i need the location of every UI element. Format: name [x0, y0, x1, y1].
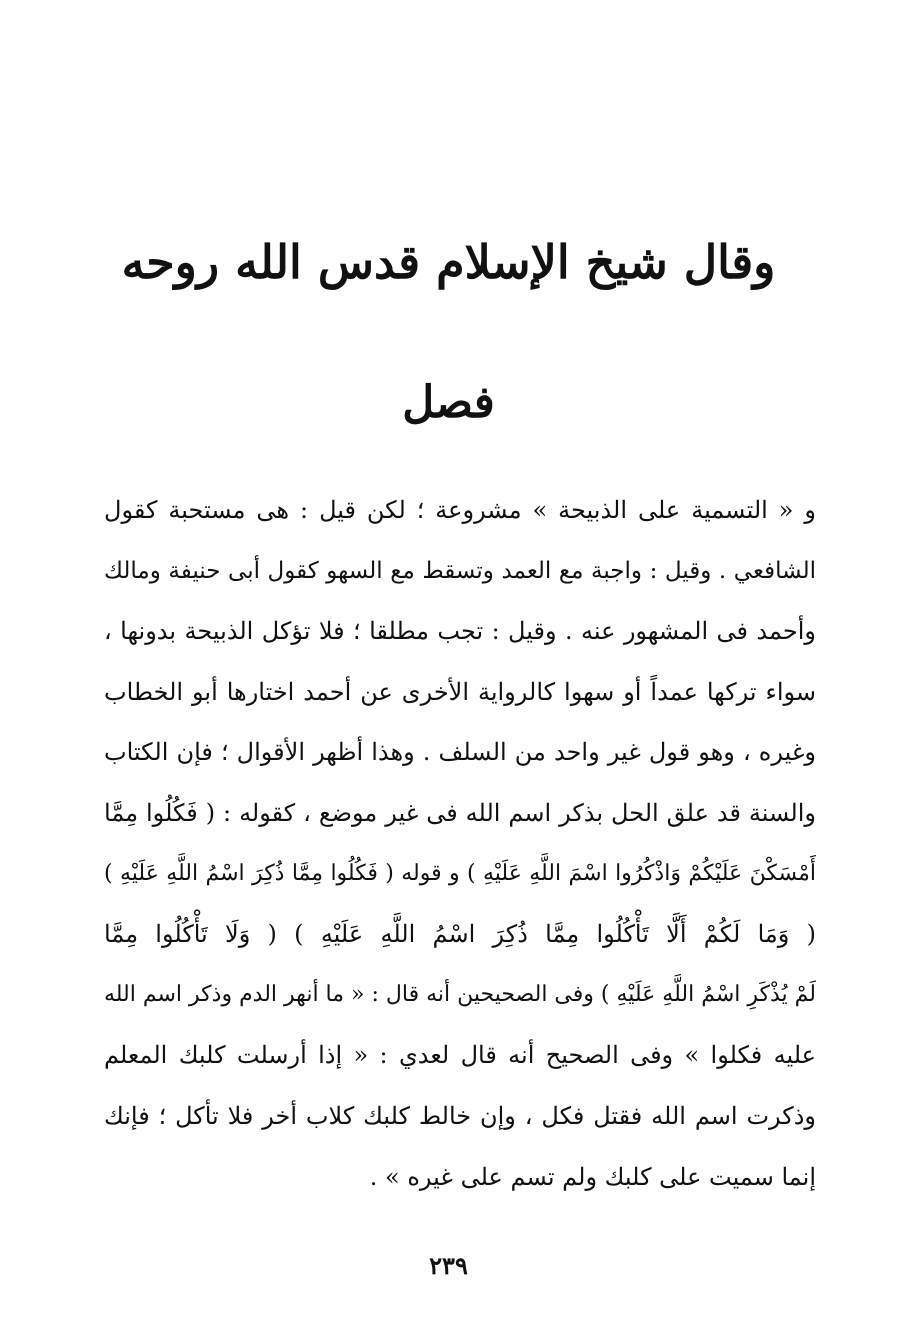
text-line: وغيره ، وهو قول غير واحد من السلف . وهذا أظهر الأقوال ؛ فإن الكتاب — [104, 738, 816, 767]
page-number: ٢٣٩ — [429, 1251, 468, 1280]
quran-verse-line: لَمْ يُذْكَرِ اسْمُ اللَّهِ عَلَيْهِ ) وفى الصحيحين أنه قال : « ما أنهر الدم وذكر اسم الله — [104, 981, 816, 1007]
text-line: عليه فكلوا » وفى الصحيح أنه قال لعدي : « إذا أرسلت كلبك المعلم — [104, 1041, 816, 1070]
quran-verse-line: أَمْسَكْنَ عَلَيْكُمْ وَاذْكُرُوا اسْمَ اللَّهِ عَلَيْهِ ) و قوله ( فَكُلُوا مِمَّا ذُكِرَ اسْمُ اللَّهِ عَلَيْهِ ) — [104, 860, 816, 886]
text-line: سواء تركها عمداً أو سهوا كالرواية الأخرى عن أحمد اختارها أبو الخطاب — [104, 677, 816, 706]
section-heading: فصل — [402, 377, 495, 428]
text-line: والسنة قد علق الحل بذكر اسم الله فى غير موضع ، كقوله : ( فَكُلُوا مِمَّا — [104, 798, 816, 827]
text-line: الشافعي . وقيل : واجبة مع العمد وتسقط مع السهو كقول أبى حنيفة ومالك — [104, 557, 816, 584]
text-line: وذكرت اسم الله فقتل فكل ، وإن خالط كلبك كلاب أخر فلا تأكل ؛ فإنك — [104, 1101, 816, 1130]
text-line: إنما سميت على كلبك ولم تسم على غيره » . — [369, 1162, 816, 1191]
text-line: وأحمد فى المشهور عنه . وقيل : تجب مطلقا ؛ فلا تؤكل الذبيحة بدونها ، — [104, 617, 816, 646]
quran-verse-line: ( وَمَا لَكُمْ أَلَّا تَأْكُلُوا مِمَّا ذُكِرَ اسْمُ اللَّهِ عَلَيْهِ ) ( وَلَا تَأْكُلُوا مِمَّا — [104, 920, 816, 949]
body-text — [104, 480, 816, 1207]
chapter-title: وقال شيخ الإسلام قدس الله روحه — [121, 235, 776, 289]
text-line: و « التسمية على الذبيحة » مشروعة ؛ لكن قيل : هى مستحبة كقول — [104, 496, 816, 524]
